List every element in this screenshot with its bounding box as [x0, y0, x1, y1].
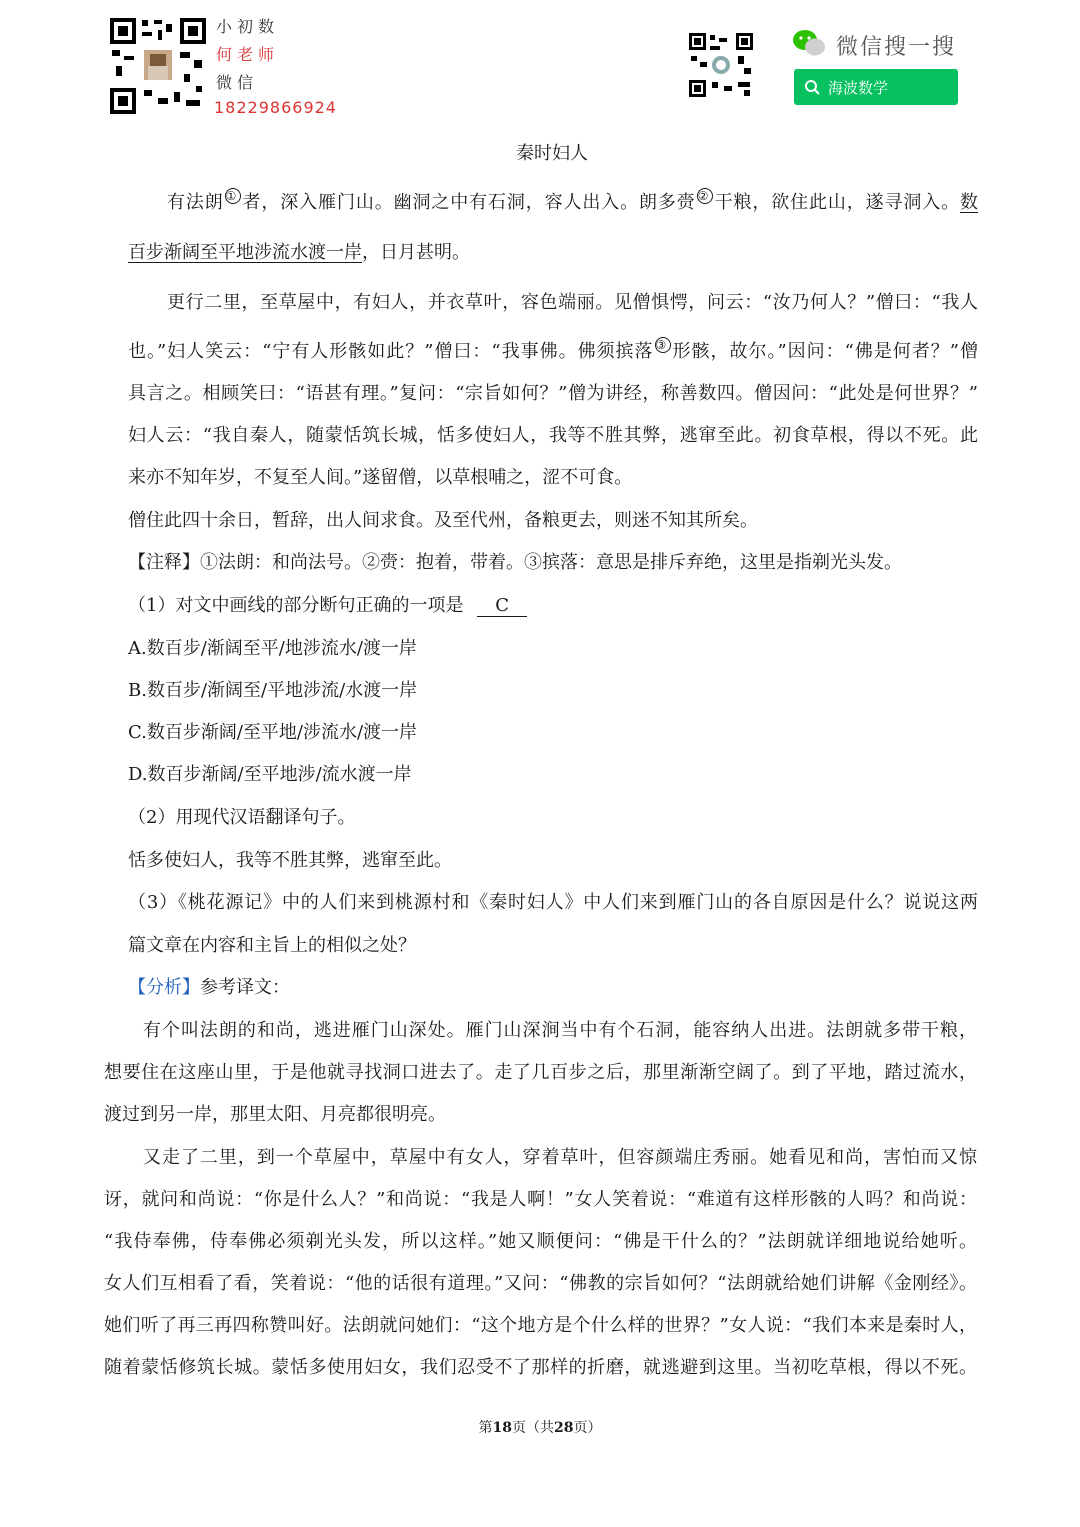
- question-3-line1: （3）《桃花源记》中的人们来到桃源村和《秦时妇人》中人们来到雁门山的各自原因是什么？说说这两: [128, 892, 978, 913]
- option-d: D.数百步渐阔/至平地涉/流水渡一岸: [128, 764, 412, 785]
- analysis-label: 【分析】: [128, 977, 200, 998]
- right-qr-code: [688, 32, 754, 98]
- notes: 【注释】①法朗：和尚法号。②赍：抱着，带着。③摈落：意思是排斥弃绝，这里是指剃光头发。: [128, 552, 902, 573]
- left-qr-code: [108, 16, 208, 116]
- passage-p1-line2: 百步渐阔至平地涉流水渡一岸，日月甚明。: [128, 242, 470, 263]
- search-icon: [804, 79, 820, 95]
- page-total: 28: [554, 1420, 574, 1436]
- option-c: C.数百步渐阔/至平地/涉流水/渡一岸: [128, 722, 418, 743]
- page-footer: 第18页（共28页）: [478, 1420, 602, 1436]
- question-1-answer: C: [477, 596, 527, 617]
- passage-p2-line4: 妇人云：“我自秦人，随蒙恬筑长城，恬多使妇人，我等不胜其弊，逃窜至此。初食草根，得以不死。此: [128, 425, 978, 446]
- translation-p1-line2: 想要住在这座山里，于是他就寻找洞口进去了。走了几百步之后，那里渐渐空阔了。到了平地，踏过流水，: [104, 1062, 977, 1083]
- note-mark-2: ②: [697, 188, 713, 204]
- note-mark-1: ①: [225, 188, 241, 204]
- analysis-heading: 【分析】参考译文：: [128, 977, 290, 998]
- page-title: 秦时妇人: [516, 143, 588, 164]
- translation-p2-line2: 讶，就问和尚说：“你是什么人？”和尚说：“我是人啊！”女人笑着说：“难道有这样形骸的人吗？和尚说：: [104, 1189, 977, 1210]
- translation-p1-line3: 渡过到另一岸，那里太阳、月亮都很明亮。: [104, 1104, 446, 1125]
- passage-p2-line1: 更行二里，至草屋中，有妇人，并衣草叶，容色端丽。见僧惧愕，问云：“汝乃何人？”僧曰：“我人: [167, 292, 978, 313]
- question-2-sentence: 恬多使妇人，我等不胜其弊，逃窜至此。: [128, 850, 452, 871]
- translation-p2-line4: 女人们互相看了看，笑着说：“他的话很有道理。”又问：“佛教的宗旨如何？“法朗就给她们讲解《金刚经》。: [104, 1273, 977, 1294]
- qr-label-3: 微信: [216, 73, 259, 92]
- qr-label-1: 小初数: [216, 17, 280, 36]
- qr-label-2: 何老师: [216, 45, 280, 64]
- option-a: A.数百步/渐阔至平/地涉流水/渡一岸: [128, 638, 417, 659]
- translation-p2-line1: 又走了二里，到一个草屋中，草屋中有女人，穿着草叶，但容颜端庄秀丽。她看见和尚，害怕而又惊: [143, 1147, 977, 1168]
- wechat-search-bar[interactable]: [794, 69, 958, 105]
- passage-p2-line2: 也。”妇人笑云：“宁有人形骸如此？”僧曰：“我事佛。佛须摈落 ③ 形骸，故尔。”因问：“佛是何者？”僧: [128, 338, 978, 362]
- page-number: 18: [492, 1420, 512, 1436]
- wechat-logo-icon: [792, 28, 826, 58]
- question-2: （2）用现代汉语翻译句子。: [128, 807, 356, 828]
- translation-p2-line6: 随着蒙恬修筑长城。蒙恬多使用妇女，我们忍受不了那样的折磨，就逃避到这里。当初吃草根，得以不死。: [104, 1357, 977, 1378]
- translation-p2-line3: “我侍奉佛，侍奉佛必须剃光头发，所以这样。”她又顺便问：“佛是干什么的？”法朗就详细地说给她听。: [104, 1231, 977, 1252]
- question-1: （1）对文中画线的部分断句正确的一项是 C: [128, 591, 527, 617]
- translation-p1-line1: 有个叫法朗的和尚，逃进雁门山深处。雁门山深涧当中有个石洞，能容纳人出进。法朗就多带干粮，: [143, 1020, 977, 1041]
- wechat-search-title: 微信搜一搜: [836, 35, 957, 60]
- passage-p3: 僧住此四十余日，暂辞，出人间求食。及至代州，备粮更去，则迷不知其所矣。: [128, 510, 758, 531]
- option-b: B.数百步/渐阔至/平地涉流/水渡一岸: [128, 680, 418, 701]
- translation-p2-line5: 她们听了再三再四称赞叫好。法朗就问她们：“这个地方是个什么样的世界？”女人说：“我们本来是秦时人，: [104, 1315, 977, 1336]
- question-3-line2: 篇文章在内容和主旨上的相似之处？: [128, 935, 416, 956]
- note-mark-3: ③: [655, 337, 671, 353]
- passage-p2-line5: 来亦不知年岁，不复至人间。”遂留僧，以草根哺之，涩不可食。: [128, 467, 633, 488]
- passage-p2-line3: 具言之。相顾笑曰：“语甚有理。”复问：“宗旨如何？”僧为讲经，称善数四。僧因问：“此处是何世界？”: [128, 383, 978, 404]
- wechat-search-keyword: 海波数学: [828, 78, 889, 97]
- passage-p1-line1: 有法朗 ① 者，深入雁门山。幽洞之中有石洞，容人出入。朗多赍 ② 干粮，欲住此山，遂寻洞入。数: [167, 189, 979, 213]
- qr-phone: 18229866924: [214, 98, 337, 117]
